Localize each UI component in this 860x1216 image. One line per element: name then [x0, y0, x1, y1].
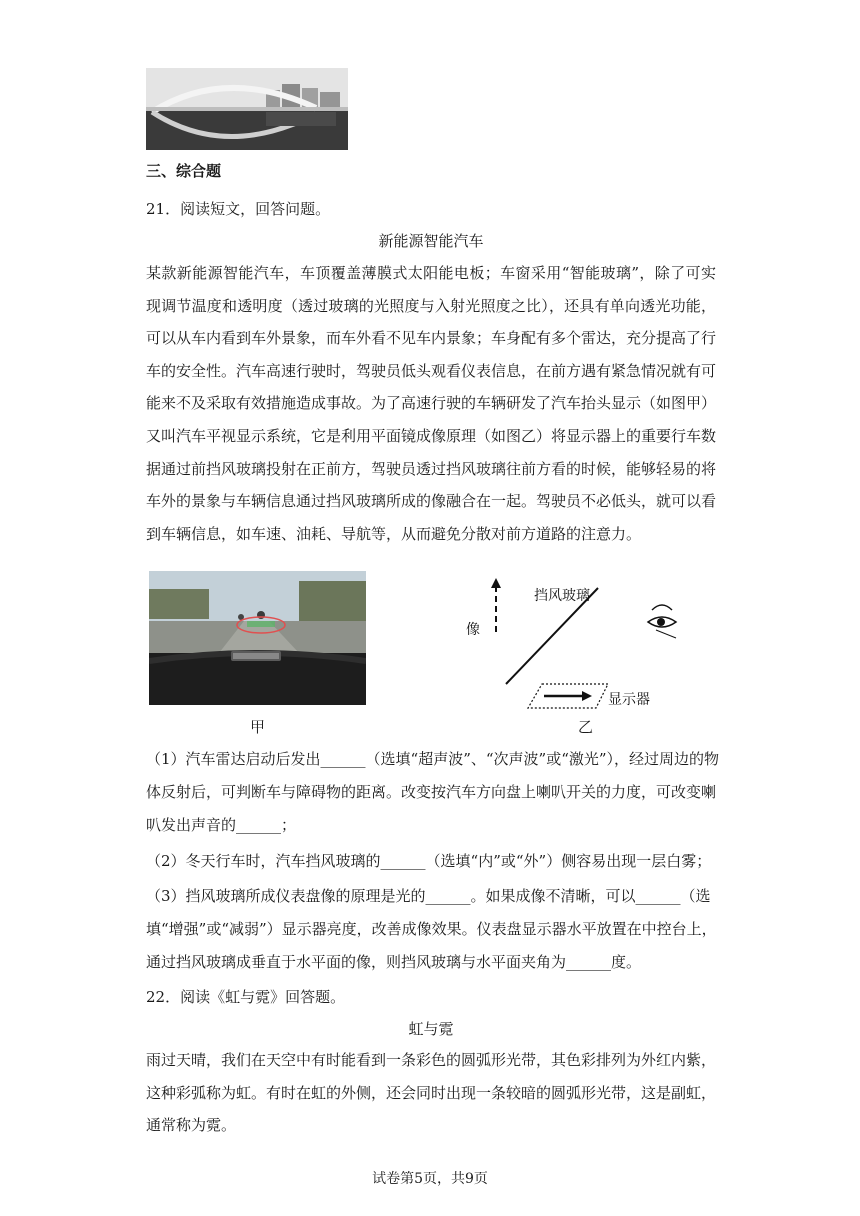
article-title-new-energy-car: 新能源智能汽车: [378, 232, 484, 250]
subquestion-3-line-1: （3）挡风玻璃所成仪表盘像的原理是光的______。如果成像不清晰，可以______（选: [146, 887, 711, 905]
figure-yi-label: 乙: [578, 718, 594, 736]
question-21-prompt: 21．阅读短文，回答问题。: [146, 200, 331, 218]
figure-jia-label: 甲: [250, 718, 266, 736]
article-title-rainbow: 虹与霓: [408, 1020, 454, 1038]
article-paragraph-rainbow: 雨过天晴，我们在天空中有时能看到一条彩色的圆弧形光带，其色彩排列为外红内紫，这种彩弧称为虹。有时在虹的外侧，还会同时出现一条较暗的圆弧形光带，这是副虹，通常称为霓。: [146, 1051, 717, 1135]
subquestion-3-line-2: 填“增强”或“减弱”）显示器亮度，改善成像效果。仪表盘显示器水平放置在中控台上，: [146, 920, 717, 938]
bridge-reflection-image: [146, 68, 348, 150]
article-paragraph-new-energy-car: 某款新能源智能汽车，车顶覆盖薄膜式太阳能电板；车窗采用“智能玻璃”，除了可实现调节温度和透明度（透过玻璃的光照度与入射光照度之比），还具有单向透光功能，可以从车内看到车外景象，而车外看不见车内景象；车身配有多个雷达，充分提高了行车的安全性。汽车高速行驶时，驾驶员低头观看仪表信息，在前方遇有紧急情况就有可能来不及采取有效措施造成事故。为了高速行驶的车辆研发了汽车抬头显示（如图甲）又叫汽车平视显示系统，它是利用平面镜成像原理（如图乙）将显示器上的重要行车数据通过前挡风玻璃投射在正前方，驾驶员透过挡风玻璃往前方看的时候，能够轻易的将车外的景象与车辆信息通过挡风玻璃所成的像融合在一起。驾驶员不必低头，就可以看到车辆信息，如车速、油耗、导航等，从而避免分散对前方道路的注意力。: [146, 264, 717, 543]
section-title: 三、综合题: [146, 162, 222, 180]
subquestion-1-line-2: 体反射后，可判断车与障碍物的距离。改变按汽车方向盘上喇叭开关的力度，可改变喇: [146, 783, 717, 801]
subquestion-1-line-3: 叭发出声音的______；: [146, 816, 297, 834]
diagram-label-image: 像: [466, 621, 480, 637]
subquestion-1-line-1: （1）汽车雷达启动后发出______（选填“超声波”、“次声波”或“激光”），经过周边的物: [146, 750, 720, 768]
eye-icon: [652, 605, 672, 610]
subquestion-3-line-3: 通过挡风玻璃成垂直于水平面的像，则挡风玻璃与水平面夹角为______度。: [146, 953, 642, 971]
page-footer: 试卷第5页，共9页: [372, 1171, 488, 1187]
diagram-label-display: 显示器: [608, 691, 650, 707]
hud-photo: [149, 571, 366, 705]
question-22-prompt: 22．阅读《虹与霓》回答题。: [146, 988, 346, 1006]
diagram-label-windshield: 挡风玻璃: [534, 587, 590, 603]
subquestion-2: （2）冬天行车时，汽车挡风玻璃的______（选填“内”或“外”）侧容易出现一层白雾；: [146, 852, 712, 870]
